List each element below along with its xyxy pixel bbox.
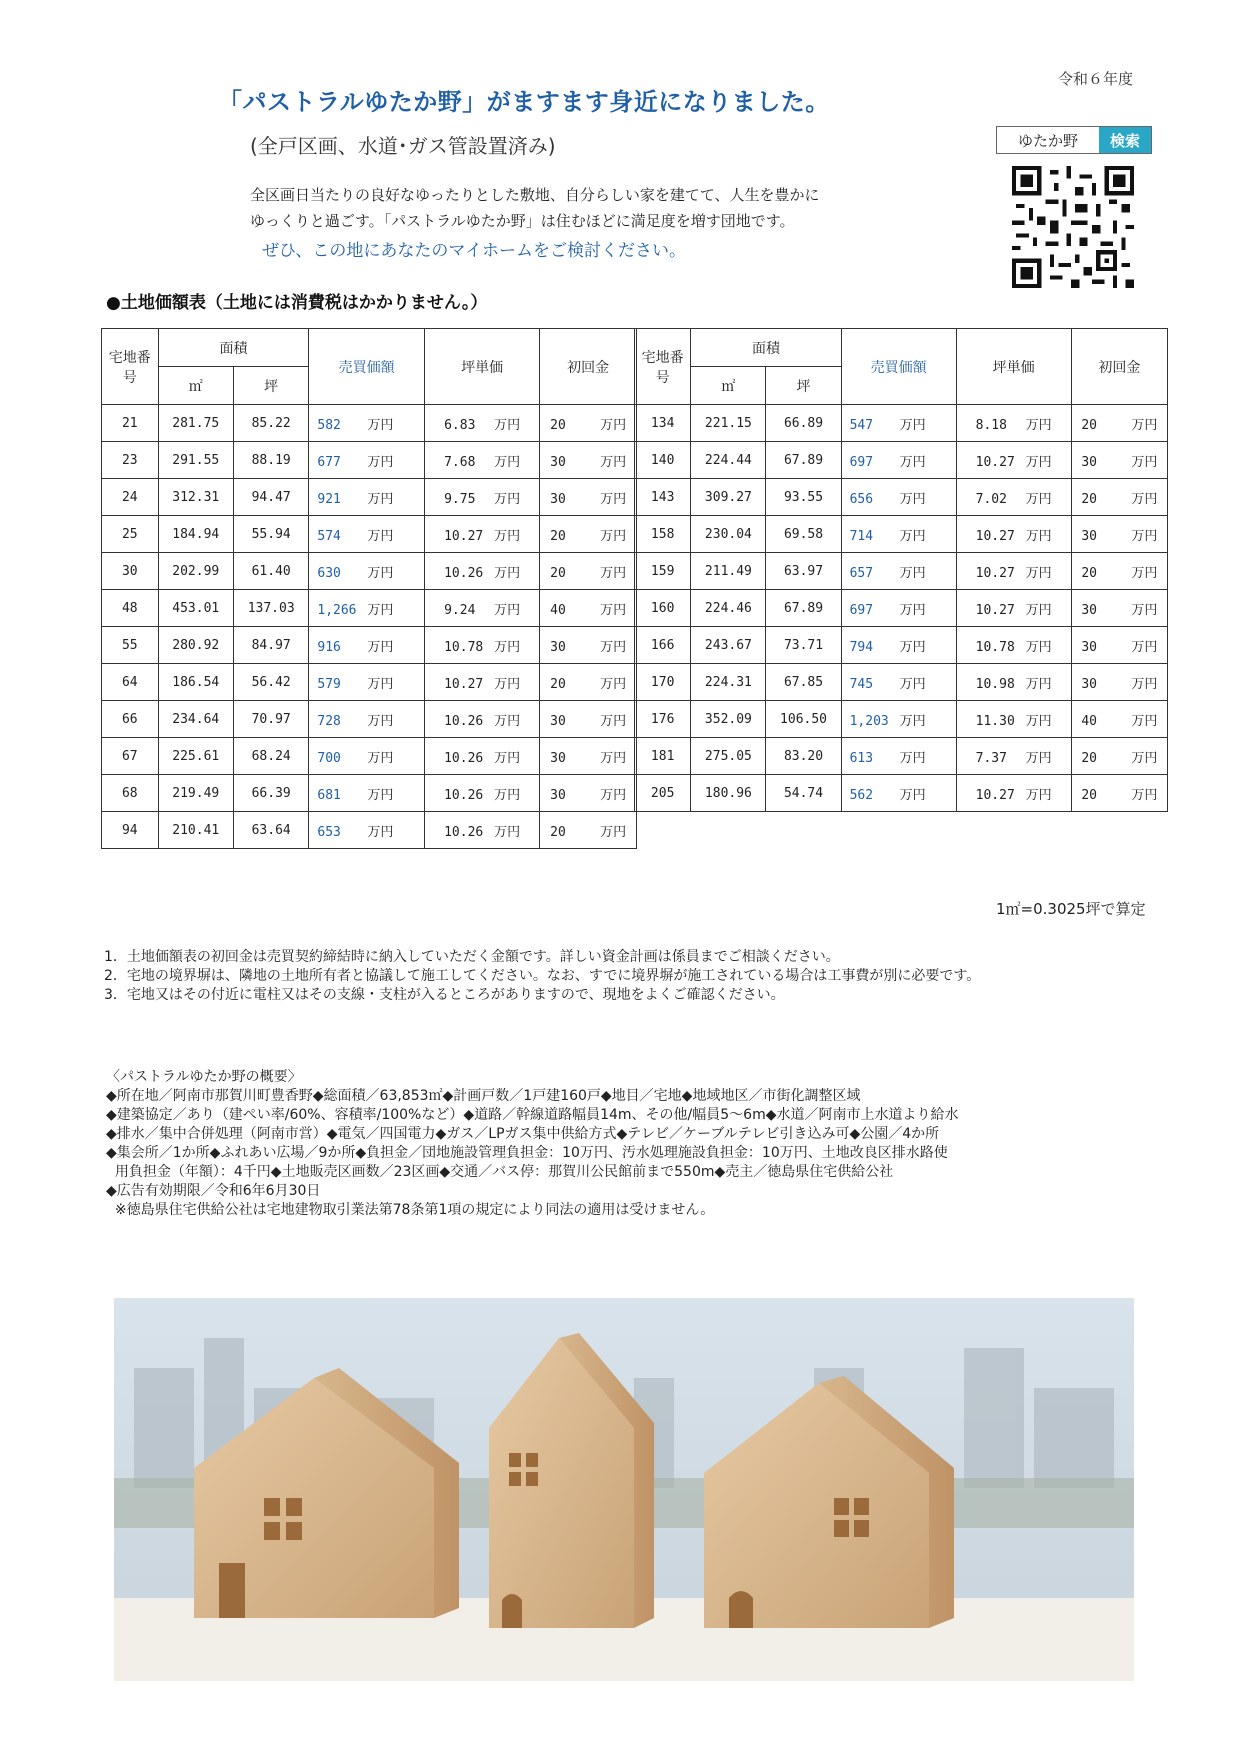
price-cell: 921 万円 <box>309 479 424 516</box>
search-box[interactable] <box>996 126 1152 154</box>
unit-price-cell: 10.78 万円 <box>424 627 539 664</box>
table-row <box>102 664 637 701</box>
area-sqm-cell: 221.15 <box>691 405 766 442</box>
unit-price-cell: 10.78 万円 <box>956 627 1071 664</box>
table-row <box>635 701 1168 738</box>
header-unit-price: 坪単価 <box>956 329 1071 405</box>
price-cell: 579 万円 <box>309 664 424 701</box>
price-cell: 547 万円 <box>841 405 956 442</box>
lot-number-cell: 158 <box>635 516 691 553</box>
header-lot-number: 宅地番号 <box>102 329 159 405</box>
unit-price-cell: 8.18 万円 <box>956 405 1071 442</box>
overview-title: 〈パストラルゆたか野の概要〉 <box>106 1069 302 1085</box>
lot-number-cell: 55 <box>102 627 159 664</box>
lot-number-cell: 181 <box>635 738 691 775</box>
unit-price-cell: 10.27 万円 <box>956 553 1071 590</box>
price-cell: 697 万円 <box>841 590 956 627</box>
area-tsubo-cell: 67.89 <box>766 590 841 627</box>
table-row <box>635 664 1168 701</box>
down-payment-cell: 30 万円 <box>540 442 637 479</box>
table-row <box>635 627 1168 664</box>
area-tsubo-cell: 66.39 <box>233 775 308 812</box>
table-row <box>102 627 637 664</box>
note-item: 3．宅地又はその付近に電柱又はその支線・支柱が入るところがありますので、現地をよくご確認ください。 <box>104 987 785 1003</box>
overview-line: 用負担金（年額）：4千円◆土地販売区画数／23区画◆交通／バス停：那賀川公民館前まで550m◆売主／徳島県住宅供給公社 <box>106 1164 894 1180</box>
conversion-note: 1㎡=0.3025坪で算定 <box>996 900 1146 918</box>
area-tsubo-cell: 68.24 <box>233 738 308 775</box>
area-sqm-cell: 275.05 <box>691 738 766 775</box>
area-tsubo-cell: 137.03 <box>233 590 308 627</box>
price-table-left <box>101 328 637 849</box>
area-tsubo-cell: 83.20 <box>766 738 841 775</box>
table-row <box>635 516 1168 553</box>
price-table-right <box>634 328 1168 812</box>
price-cell: 613 万円 <box>841 738 956 775</box>
price-cell: 714 万円 <box>841 516 956 553</box>
area-tsubo-cell: 56.42 <box>233 664 308 701</box>
table-row <box>102 553 637 590</box>
lot-number-cell: 134 <box>635 405 691 442</box>
price-rows-right <box>635 405 1168 812</box>
lot-number-cell: 21 <box>102 405 159 442</box>
intro-line-2: ゆっくりと過ごす。「パストラルゆたか野」は住むほどに満足度を増す団地です。 <box>250 212 795 230</box>
table-row <box>102 590 637 627</box>
unit-price-cell: 10.27 万円 <box>956 442 1071 479</box>
price-table-title: ●土地価額表（土地には消費税はかかりません。） <box>106 293 488 313</box>
overview-line: ◆排水／集中合併処理（阿南市営）◆電気／四国電力◆ガス／LPガス集中供給方式◆テレビ／ケーブルテレビ引き込み可◆公園／4か所 <box>106 1126 940 1142</box>
header-down-payment: 初回金 <box>1071 329 1167 405</box>
unit-price-cell: 10.26 万円 <box>424 738 539 775</box>
table-row <box>102 775 637 812</box>
unit-price-cell: 10.27 万円 <box>424 664 539 701</box>
down-payment-cell: 40 万円 <box>540 590 637 627</box>
area-sqm-cell: 243.67 <box>691 627 766 664</box>
price-cell: 653 万円 <box>309 812 424 849</box>
down-payment-cell: 20 万円 <box>540 664 637 701</box>
down-payment-cell: 30 万円 <box>540 701 637 738</box>
lot-number-cell: 66 <box>102 701 159 738</box>
unit-price-cell: 10.27 万円 <box>956 516 1071 553</box>
price-cell: 677 万円 <box>309 442 424 479</box>
lot-number-cell: 160 <box>635 590 691 627</box>
area-sqm-cell: 224.44 <box>691 442 766 479</box>
header-tsubo: 坪 <box>233 367 308 405</box>
area-tsubo-cell: 63.64 <box>233 812 308 849</box>
lot-number-cell: 30 <box>102 553 159 590</box>
header-down-payment: 初回金 <box>540 329 637 405</box>
down-payment-cell: 30 万円 <box>1071 627 1167 664</box>
intro-line-1: 全区画日当たりの良好なゆったりとした敷地、自分らしい家を建てて、人生を豊かに <box>250 186 820 204</box>
down-payment-cell: 30 万円 <box>1071 590 1167 627</box>
area-tsubo-cell: 67.85 <box>766 664 841 701</box>
lot-number-cell: 67 <box>102 738 159 775</box>
search-button[interactable]: 検索 <box>1099 127 1151 153</box>
unit-price-cell: 6.83 万円 <box>424 405 539 442</box>
price-cell: 728 万円 <box>309 701 424 738</box>
qr-code <box>1012 166 1134 288</box>
overview-line: ◆集会所／1か所◆ふれあい広場／9か所◆負担金／団地施設管理負担金：10万円、汚水処理施設負担金：10万円、土地改良区排水路使 <box>106 1145 948 1161</box>
price-cell: 745 万円 <box>841 664 956 701</box>
down-payment-cell: 20 万円 <box>1071 738 1167 775</box>
lot-number-cell: 176 <box>635 701 691 738</box>
down-payment-cell: 30 万円 <box>1071 516 1167 553</box>
down-payment-cell: 20 万円 <box>1071 479 1167 516</box>
down-payment-cell: 40 万円 <box>1071 701 1167 738</box>
intro-line-3: ぜひ、この地にあなたのマイホームをご検討ください。 <box>262 241 686 261</box>
down-payment-cell: 30 万円 <box>540 738 637 775</box>
table-row <box>102 442 637 479</box>
down-payment-cell: 20 万円 <box>540 812 637 849</box>
unit-price-cell: 7.37 万円 <box>956 738 1071 775</box>
area-sqm-cell: 219.49 <box>158 775 233 812</box>
area-sqm-cell: 180.96 <box>691 775 766 812</box>
table-row <box>635 590 1168 627</box>
down-payment-cell: 30 万円 <box>1071 664 1167 701</box>
down-payment-cell: 30 万円 <box>540 627 637 664</box>
area-sqm-cell: 309.27 <box>691 479 766 516</box>
area-sqm-cell: 234.64 <box>158 701 233 738</box>
lot-number-cell: 24 <box>102 479 159 516</box>
unit-price-cell: 7.02 万円 <box>956 479 1071 516</box>
area-tsubo-cell: 54.74 <box>766 775 841 812</box>
header-tsubo: 坪 <box>766 367 841 405</box>
down-payment-cell: 30 万円 <box>540 479 637 516</box>
area-sqm-cell: 211.49 <box>691 553 766 590</box>
down-payment-cell: 30 万円 <box>1071 442 1167 479</box>
lot-number-cell: 140 <box>635 442 691 479</box>
unit-price-cell: 10.26 万円 <box>424 775 539 812</box>
unit-price-cell: 10.27 万円 <box>424 516 539 553</box>
unit-price-cell: 9.75 万円 <box>424 479 539 516</box>
overview-section <box>106 1068 1166 1220</box>
lot-number-cell: 143 <box>635 479 691 516</box>
table-row <box>102 738 637 775</box>
table-row <box>635 442 1168 479</box>
lot-number-cell: 23 <box>102 442 159 479</box>
area-tsubo-cell: 66.89 <box>766 405 841 442</box>
table-row <box>102 516 637 553</box>
area-sqm-cell: 230.04 <box>691 516 766 553</box>
price-cell: 1,203 万円 <box>841 701 956 738</box>
price-cell: 916 万円 <box>309 627 424 664</box>
table-row <box>102 405 637 442</box>
table-row <box>635 775 1168 812</box>
area-tsubo-cell: 94.47 <box>233 479 308 516</box>
down-payment-cell: 20 万円 <box>1071 553 1167 590</box>
price-cell: 656 万円 <box>841 479 956 516</box>
area-sqm-cell: 210.41 <box>158 812 233 849</box>
price-cell: 562 万円 <box>841 775 956 812</box>
note-item: 1．土地価額表の初回金は売買契約締結時に納入していただく金額です。詳しい資金計画は係員までご相談ください。 <box>104 949 840 965</box>
lot-number-cell: 170 <box>635 664 691 701</box>
overview-line: ◆所在地／阿南市那賀川町豊香野◆総面積／63,853㎡◆計画戸数／1戸建160戸◆地目／宅地◆地域地区／市街化調整区域 <box>106 1088 861 1104</box>
lot-number-cell: 68 <box>102 775 159 812</box>
down-payment-cell: 20 万円 <box>1071 405 1167 442</box>
area-sqm-cell: 202.99 <box>158 553 233 590</box>
area-sqm-cell: 280.92 <box>158 627 233 664</box>
note-item: 2．宅地の境界塀は、隣地の土地所有者と協議して施工してください。なお、すでに境界塀が施工されている場合は工事費が別に必要です。 <box>104 968 981 984</box>
price-cell: 582 万円 <box>309 405 424 442</box>
unit-price-cell: 10.27 万円 <box>956 775 1071 812</box>
unit-price-cell: 11.30 万円 <box>956 701 1071 738</box>
lot-number-cell: 159 <box>635 553 691 590</box>
lot-number-cell: 64 <box>102 664 159 701</box>
table-row <box>102 812 637 849</box>
overview-line: ◆広告有効期限／令和6年6月30日 <box>106 1183 321 1199</box>
header-area: 面積 <box>691 329 841 367</box>
unit-price-cell: 10.27 万円 <box>956 590 1071 627</box>
unit-price-cell: 7.68 万円 <box>424 442 539 479</box>
down-payment-cell: 20 万円 <box>540 553 637 590</box>
lot-number-cell: 166 <box>635 627 691 664</box>
header-sqm: ㎡ <box>691 367 766 405</box>
unit-price-cell: 10.98 万円 <box>956 664 1071 701</box>
area-tsubo-cell: 70.97 <box>233 701 308 738</box>
area-tsubo-cell: 106.50 <box>766 701 841 738</box>
price-rows-left <box>102 405 637 849</box>
area-sqm-cell: 312.31 <box>158 479 233 516</box>
notes-list <box>104 948 980 1005</box>
area-tsubo-cell: 61.40 <box>233 553 308 590</box>
price-cell: 697 万円 <box>841 442 956 479</box>
area-tsubo-cell: 55.94 <box>233 516 308 553</box>
area-tsubo-cell: 63.97 <box>766 553 841 590</box>
price-cell: 681 万円 <box>309 775 424 812</box>
area-tsubo-cell: 69.58 <box>766 516 841 553</box>
unit-price-cell: 10.26 万円 <box>424 812 539 849</box>
price-cell: 630 万円 <box>309 553 424 590</box>
area-sqm-cell: 184.94 <box>158 516 233 553</box>
table-row <box>635 553 1168 590</box>
price-cell: 1,266 万円 <box>309 590 424 627</box>
down-payment-cell: 30 万円 <box>540 775 637 812</box>
price-cell: 657 万円 <box>841 553 956 590</box>
area-sqm-cell: 453.01 <box>158 590 233 627</box>
table-row <box>102 701 637 738</box>
table-row <box>635 738 1168 775</box>
wooden-houses-photo <box>114 1298 1134 1681</box>
header-unit-price: 坪単価 <box>424 329 539 405</box>
down-payment-cell: 20 万円 <box>540 405 637 442</box>
lot-number-cell: 205 <box>635 775 691 812</box>
area-tsubo-cell: 73.71 <box>766 627 841 664</box>
fiscal-year-label: 令和６年度 <box>1058 70 1134 88</box>
price-cell: 574 万円 <box>309 516 424 553</box>
headline: 「パストラルゆたか野」がますます身近になりました。 <box>218 88 830 116</box>
lot-number-cell: 25 <box>102 516 159 553</box>
area-tsubo-cell: 84.97 <box>233 627 308 664</box>
search-term[interactable]: ゆたか野 <box>997 127 1099 153</box>
area-sqm-cell: 352.09 <box>691 701 766 738</box>
overview-line: ◆建築協定／あり（建ぺい率/60%、容積率/100%など）◆道路／幹線道路幅員14m、その他/幅員5～6m◆水道／阿南市上水道より給水 <box>106 1107 959 1123</box>
subheadline: (全戸区画、水道･ガス管設置済み) <box>250 134 556 158</box>
price-cell: 794 万円 <box>841 627 956 664</box>
area-tsubo-cell: 88.19 <box>233 442 308 479</box>
unit-price-cell: 10.26 万円 <box>424 701 539 738</box>
area-tsubo-cell: 67.89 <box>766 442 841 479</box>
header-area: 面積 <box>158 329 309 367</box>
table-row <box>635 479 1168 516</box>
overview-line: ※徳島県住宅供給公社は宅地建物取引業法第78条第1項の規定により同法の適用は受けません。 <box>106 1202 715 1218</box>
area-tsubo-cell: 93.55 <box>766 479 841 516</box>
area-sqm-cell: 291.55 <box>158 442 233 479</box>
unit-price-cell: 10.26 万円 <box>424 553 539 590</box>
area-sqm-cell: 186.54 <box>158 664 233 701</box>
header-price: 売買価額 <box>309 329 424 405</box>
table-row <box>102 479 637 516</box>
down-payment-cell: 20 万円 <box>540 516 637 553</box>
down-payment-cell: 20 万円 <box>1071 775 1167 812</box>
area-tsubo-cell: 85.22 <box>233 405 308 442</box>
unit-price-cell: 9.24 万円 <box>424 590 539 627</box>
header-sqm: ㎡ <box>158 367 233 405</box>
area-sqm-cell: 224.31 <box>691 664 766 701</box>
area-sqm-cell: 281.75 <box>158 405 233 442</box>
header-price: 売買価額 <box>841 329 956 405</box>
price-cell: 700 万円 <box>309 738 424 775</box>
area-sqm-cell: 224.46 <box>691 590 766 627</box>
lot-number-cell: 94 <box>102 812 159 849</box>
header-lot-number: 宅地番号 <box>635 329 691 405</box>
area-sqm-cell: 225.61 <box>158 738 233 775</box>
table-row <box>635 405 1168 442</box>
lot-number-cell: 48 <box>102 590 159 627</box>
